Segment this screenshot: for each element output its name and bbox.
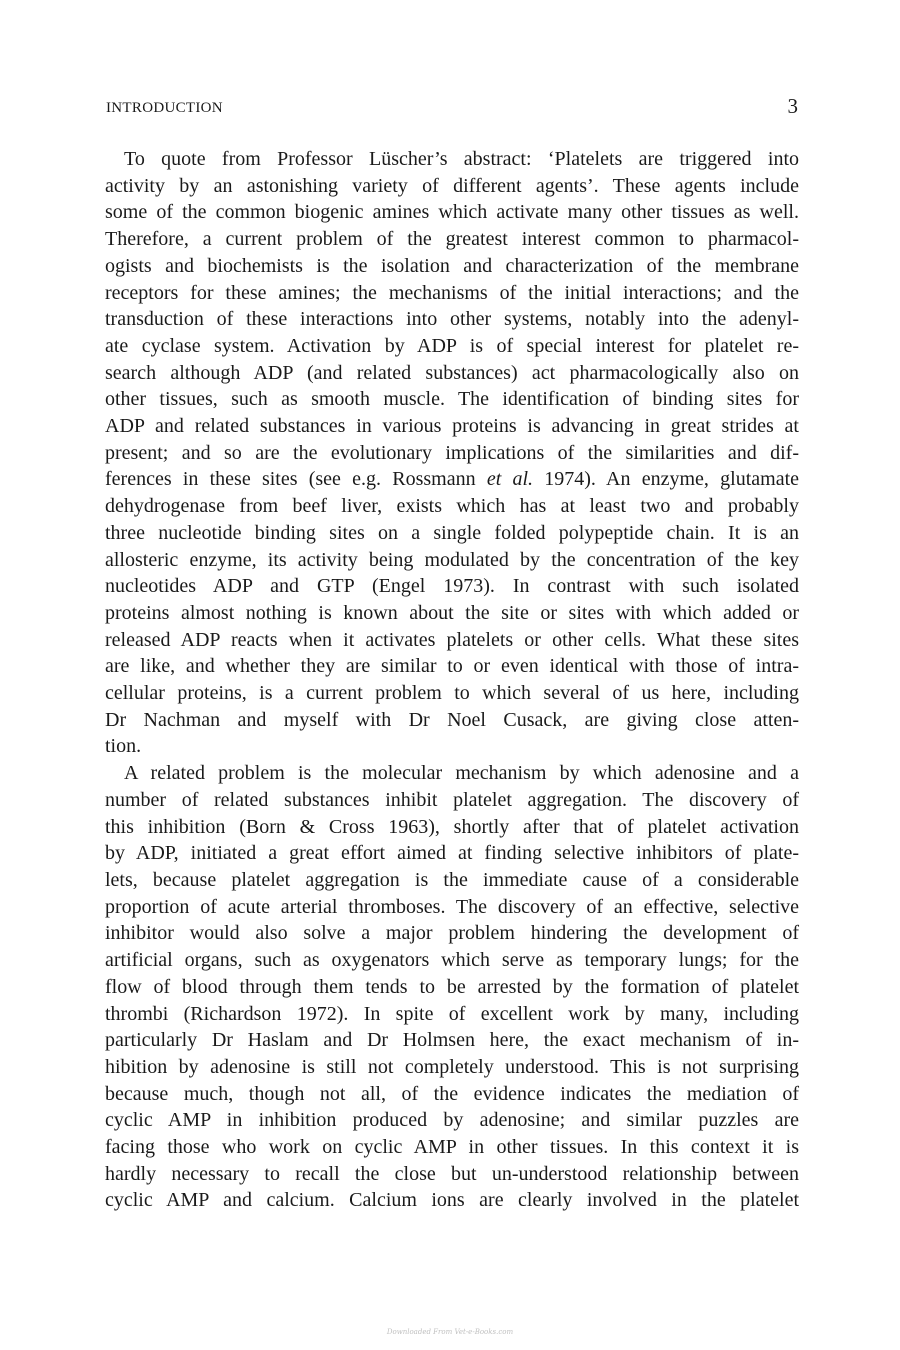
page-header [106, 94, 798, 122]
text-line: by ADP, initiated a great effort aimed at finding selective inhibitors of plate- [105, 842, 799, 865]
text-line: ferences in these sites (see e.g. Rossmann et al. 1974). An enzyme, glutamate [105, 468, 799, 491]
download-watermark: Downloaded From Vet-e-Books.com [386, 1328, 514, 1336]
text-line: particularly Dr Haslam and Dr Holmsen here, the exact mechanism of in- [105, 1029, 799, 1052]
text-line: dehydrogenase from beef liver, exists which has at least two and probably [105, 495, 799, 518]
text-line: cellular proteins, is a current problem to which several of us here, including [105, 682, 799, 705]
text-line: search although ADP (and related substances) act pharmacologically also on [105, 361, 799, 384]
text-line: ate cyclase system. Activation by ADP is of special interest for platelet re- [105, 334, 799, 357]
text-line: nucleotides ADP and GTP (Engel 1973). In contrast with such isolated [105, 575, 799, 598]
text-line: Dr Nachman and myself with Dr Noel Cusack, are giving close atten- [105, 708, 799, 731]
text-line: A related problem is the molecular mechanism by which adenosine and a [124, 762, 799, 785]
text-line: proportion of acute arterial thromboses. The discovery of an effective, selective [105, 895, 799, 918]
body-text [105, 146, 799, 1214]
text-line: allosteric enzyme, its activity being modulated by the concentration of the key [105, 548, 799, 571]
paragraph-1 [105, 146, 799, 760]
text-line: artificial organs, such as oxygenators which serve as temporary lungs; for the [105, 949, 799, 972]
paragraph-2 [105, 760, 799, 1214]
text-line: lets, because platelet aggregation is the immediate cause of a considerable [105, 868, 799, 891]
text-line: inhibitor would also solve a major problem hindering the development of [105, 922, 799, 945]
text-line: To quote from Professor Lüscher’s abstract: ‘Platelets are triggered into [124, 148, 799, 170]
text-line: some of the common biogenic amines which activate many other tissues as well. [105, 201, 799, 224]
text-line: hibition by adenosine is still not completely understood. This is not surprising [105, 1055, 799, 1078]
text-line: ogists and biochemists is the isolation and characterization of the membrane [105, 254, 799, 277]
text-line: Therefore, a current problem of the greatest interest common to pharmacol- [105, 228, 799, 251]
text-line: present; and so are the evolutionary implications of the similarities and dif- [105, 441, 799, 464]
text-line: ADP and related substances in various proteins is advancing in great strides at [105, 415, 799, 438]
text-line: three nucleotide binding sites on a single folded polypeptide chain. It is an [105, 521, 799, 544]
text-line: proteins almost nothing is known about the site or sites with which added or [105, 601, 799, 624]
text-line: because much, though not all, of the evidence indicates the mediation of [105, 1082, 799, 1105]
text-line: number of related substances inhibit platelet aggregation. The discovery of [105, 788, 799, 811]
text-line: are like, and whether they are similar to or even identical with those of intra- [105, 655, 799, 678]
text-line: flow of blood through them tends to be arrested by the formation of platelet [105, 975, 799, 998]
text-line: receptors for these amines; the mechanisms of the initial interactions; and the [105, 281, 799, 304]
italic-citation: et al. [486, 468, 534, 491]
text-line: this inhibition (Born & Cross 1963), shortly after that of platelet activation [105, 815, 799, 838]
text-line: thrombi (Richardson 1972). In spite of excellent work by many, including [105, 1002, 799, 1025]
text-line: cyclic AMP and calcium. Calcium ions are clearly involved in the platelet [105, 1189, 799, 1212]
text-line: other tissues, such as smooth muscle. The identification of binding sites for [105, 388, 799, 411]
page-number: 3 [787, 94, 798, 118]
text-line: activity by an astonishing variety of different agents’. These agents include [105, 174, 799, 197]
text-line: tion. [105, 735, 142, 758]
text-line: released ADP reacts when it activates platelets or other cells. What these sites [105, 628, 799, 651]
text-line: facing those who work on cyclic AMP in other tissues. In this context it is [105, 1136, 799, 1159]
running-head: INTRODUCTION [106, 100, 223, 116]
text-line: transduction of these interactions into other systems, notably into the adenyl- [105, 308, 799, 331]
text-line: cyclic AMP in inhibition produced by adenosine; and similar puzzles are [105, 1109, 799, 1132]
text-line: hardly necessary to recall the close but un-understood relationship between [105, 1162, 799, 1185]
